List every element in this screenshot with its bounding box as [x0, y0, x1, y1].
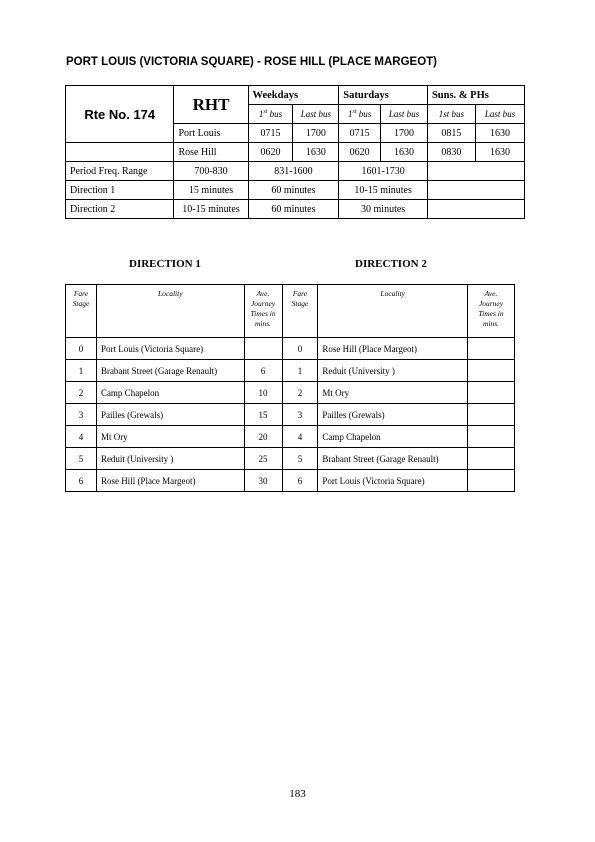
direction1-row — [66, 181, 525, 200]
first-bus-header: 1st bus — [248, 105, 293, 124]
time-cell: 1630 — [381, 143, 428, 162]
locality-cell: Brabant Street (Garage Renault) — [318, 448, 468, 470]
last-bus-header: Last bus — [475, 105, 524, 124]
direction2-heading: DIRECTION 2 — [355, 258, 427, 270]
locality-cell: Brabant Street (Garage Renault) — [96, 360, 244, 382]
direction1-heading: DIRECTION 1 — [129, 258, 201, 270]
locality-cell: Pailles (Grewals) — [96, 404, 244, 426]
time-cell: 0830 — [427, 143, 475, 162]
frequency-cell: 60 minutes — [248, 200, 339, 219]
table-row — [66, 470, 515, 492]
journey-time-cell: 20 — [244, 426, 282, 448]
timetable — [65, 85, 525, 219]
directions-table — [65, 284, 515, 492]
table-row — [66, 404, 515, 426]
period-cell: 831-1600 — [248, 162, 339, 181]
timetable-row — [66, 143, 525, 162]
direction2-label: Direction 2 — [66, 200, 174, 219]
fare-stage-cell: 3 — [282, 404, 318, 426]
fare-stage-cell: 2 — [66, 382, 97, 404]
direction2-row — [66, 200, 525, 219]
period-label: Period Freq. Range — [66, 162, 174, 181]
locality-cell: Mt Ory — [318, 382, 468, 404]
locality-cell: Pailles (Grewals) — [318, 404, 468, 426]
fare-stage-cell: 0 — [282, 338, 318, 360]
period-cell: 700-830 — [174, 162, 248, 181]
frequency-cell: 60 minutes — [248, 181, 339, 200]
page-title: PORT LOUIS (VICTORIA SQUARE) - ROSE HILL (PLACE MARGEOT) — [66, 56, 437, 68]
time-cell: 1630 — [475, 143, 524, 162]
operator-name: RHT — [174, 86, 248, 124]
time-cell: 0815 — [427, 124, 475, 143]
table-row — [66, 360, 515, 382]
table-row — [66, 338, 515, 360]
frequency-cell: 30 minutes — [339, 200, 428, 219]
journey-time-cell — [468, 448, 515, 470]
journey-time-header: Ave. Journey Times in mins. — [468, 285, 515, 338]
fare-stage-cell: 2 — [282, 382, 318, 404]
journey-time-cell — [468, 382, 515, 404]
fare-stage-cell: 1 — [282, 360, 318, 382]
route-cell-blank — [66, 143, 174, 162]
directions-header-row — [66, 285, 515, 338]
journey-time-header: Ave. Journey Times in mins. — [244, 285, 282, 338]
frequency-cell: 15 minutes — [174, 181, 248, 200]
page-number: 183 — [289, 788, 306, 800]
frequency-cell-empty — [427, 181, 524, 200]
fare-stage-cell: 3 — [66, 404, 97, 426]
journey-time-cell — [468, 426, 515, 448]
fare-stage-cell: 5 — [66, 448, 97, 470]
frequency-cell: 10-15 minutes — [339, 181, 428, 200]
fare-stage-header: Fare Stage — [66, 285, 97, 338]
group-saturdays: Saturdays — [339, 86, 428, 105]
journey-time-cell: 15 — [244, 404, 282, 426]
time-cell: 1700 — [381, 124, 428, 143]
journey-time-cell: 30 — [244, 470, 282, 492]
last-bus-header: Last bus — [293, 105, 339, 124]
group-weekdays: Weekdays — [248, 86, 339, 105]
time-cell: 1630 — [475, 124, 524, 143]
journey-time-cell — [468, 338, 515, 360]
table-row — [66, 448, 515, 470]
locality-cell: Rose Hill (Place Margeot) — [318, 338, 468, 360]
frequency-cell: 10-15 minutes — [174, 200, 248, 219]
place-label: Port Louis — [174, 124, 248, 143]
fare-stage-cell: 6 — [282, 470, 318, 492]
locality-header: Locality — [96, 285, 244, 338]
route-number: Rte No. 174 — [66, 86, 174, 143]
locality-cell: Reduit (University ) — [96, 448, 244, 470]
time-cell: 0715 — [339, 124, 381, 143]
locality-header: Locality — [318, 285, 468, 338]
fare-stage-cell: 5 — [282, 448, 318, 470]
journey-time-cell — [468, 404, 515, 426]
locality-cell: Reduit (University ) — [318, 360, 468, 382]
last-bus-header: Last bus — [381, 105, 428, 124]
period-cell: 1601-1730 — [339, 162, 428, 181]
time-cell: 1700 — [293, 124, 339, 143]
time-cell: 0715 — [248, 124, 293, 143]
journey-time-cell: 25 — [244, 448, 282, 470]
journey-time-cell: 10 — [244, 382, 282, 404]
locality-cell: Rose Hill (Place Margeot) — [96, 470, 244, 492]
locality-cell: Mt Ory — [96, 426, 244, 448]
period-cell-empty — [427, 162, 524, 181]
period-row — [66, 162, 525, 181]
fare-stage-cell: 6 — [66, 470, 97, 492]
group-sundays: Suns. & PHs — [427, 86, 524, 105]
journey-time-cell — [468, 360, 515, 382]
locality-cell: Camp Chapelon — [318, 426, 468, 448]
frequency-cell-empty — [427, 200, 524, 219]
table-row — [66, 382, 515, 404]
fare-stage-cell: 4 — [66, 426, 97, 448]
first-bus-header: 1st bus — [427, 105, 475, 124]
locality-cell: Port Louis (Victoria Square) — [318, 470, 468, 492]
direction1-label: Direction 1 — [66, 181, 174, 200]
fare-stage-header: Fare Stage — [282, 285, 318, 338]
time-cell: 0620 — [339, 143, 381, 162]
place-label: Rose Hill — [174, 143, 248, 162]
table-row — [66, 426, 515, 448]
fare-stage-cell: 4 — [282, 426, 318, 448]
locality-cell: Camp Chapelon — [96, 382, 244, 404]
locality-cell: Port Louis (Victoria Square) — [96, 338, 244, 360]
fare-stage-cell: 0 — [66, 338, 97, 360]
journey-time-cell — [244, 338, 282, 360]
fare-stage-cell: 1 — [66, 360, 97, 382]
time-cell: 0620 — [248, 143, 293, 162]
journey-time-cell: 6 — [244, 360, 282, 382]
time-cell: 1630 — [293, 143, 339, 162]
journey-time-cell — [468, 470, 515, 492]
first-bus-header: 1st bus — [339, 105, 381, 124]
